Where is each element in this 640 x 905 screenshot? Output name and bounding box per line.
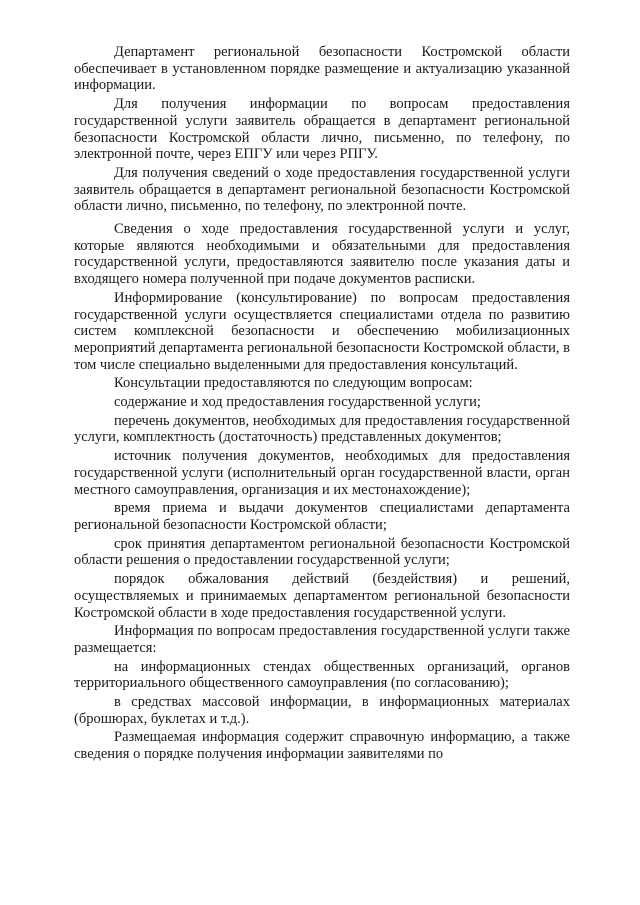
- paragraph: Для получения сведений о ходе предоставления государственной услуги заявитель обращается в департамент региональной безопасности Костромской области лично, письменно, по телефону, по электронной почте.: [74, 164, 570, 215]
- list-item: перечень документов, необходимых для предоставления государственной услуги, комплектность (достаточность) представленных документов;: [74, 412, 570, 446]
- paragraph: Департамент региональной безопасности Костромской области обеспечивает в установленном порядке размещение и актуализацию указанной информации.: [74, 44, 570, 94]
- list-item: на информационных стендах общественных организаций, органов территориального общественного самоуправления (по согласованию);: [74, 658, 570, 692]
- paragraph: Сведения о ходе предоставления государственной услуги и услуг, которые являются необходимыми и обязательными для предоставления государственной услуги, предоставляются заявителю после указания даты и входящего номера полученной при подаче документов расписки.: [74, 221, 570, 288]
- list-item: порядок обжалования действий (бездействия) и решений, осуществляемых и принимаемых департаментом региональной безопасности Костромской области в ходе предоставления государственной услуги.: [74, 571, 570, 621]
- list-item: в средствах массовой информации, в информационных материалах (брошюрах, буклетах и т.д.).: [74, 694, 570, 727]
- paragraph: Информирование (консультирование) по вопросам предоставления государственной услуги осуществляется специалистами отдела по развитию систем комплексной безопасности и обеспечению мобилизационных мероприятий департамента региональной безопасности Костромской области, в том числе специально выделенными для предоставления консультаций.: [74, 289, 570, 373]
- paragraph: Информация по вопросам предоставления государственной услуги также размещается:: [74, 623, 570, 656]
- list-item: содержание и ход предоставления государственной услуги;: [114, 394, 481, 411]
- document-page: [74, 44, 570, 763]
- list-item: источник получения документов, необходимых для предоставления государственной услуги (исполнительный орган государственной власти, орган местного самоуправления, организация и их местонахождение);: [74, 448, 570, 498]
- paragraph: Консультации предоставляются по следующим вопросам:: [114, 375, 473, 392]
- list-item: срок принятия департаментом региональной безопасности Костромской области решения о предоставлении государственной услуги;: [74, 535, 570, 569]
- paragraph: Для получения информации по вопросам предоставления государственной услуги заявитель обращается в департамент региональной безопасности Костромской области лично, письменно, по телефону, по электронной почте, через ЕПГУ или через РПГУ.: [74, 96, 570, 163]
- list-item: время приема и выдачи документов специалистами департамента региональной безопасности Костромской области;: [74, 500, 570, 533]
- paragraph: Размещаемая информация содержит справочную информацию, а также сведения о порядке получения информации заявителями по: [74, 729, 570, 763]
